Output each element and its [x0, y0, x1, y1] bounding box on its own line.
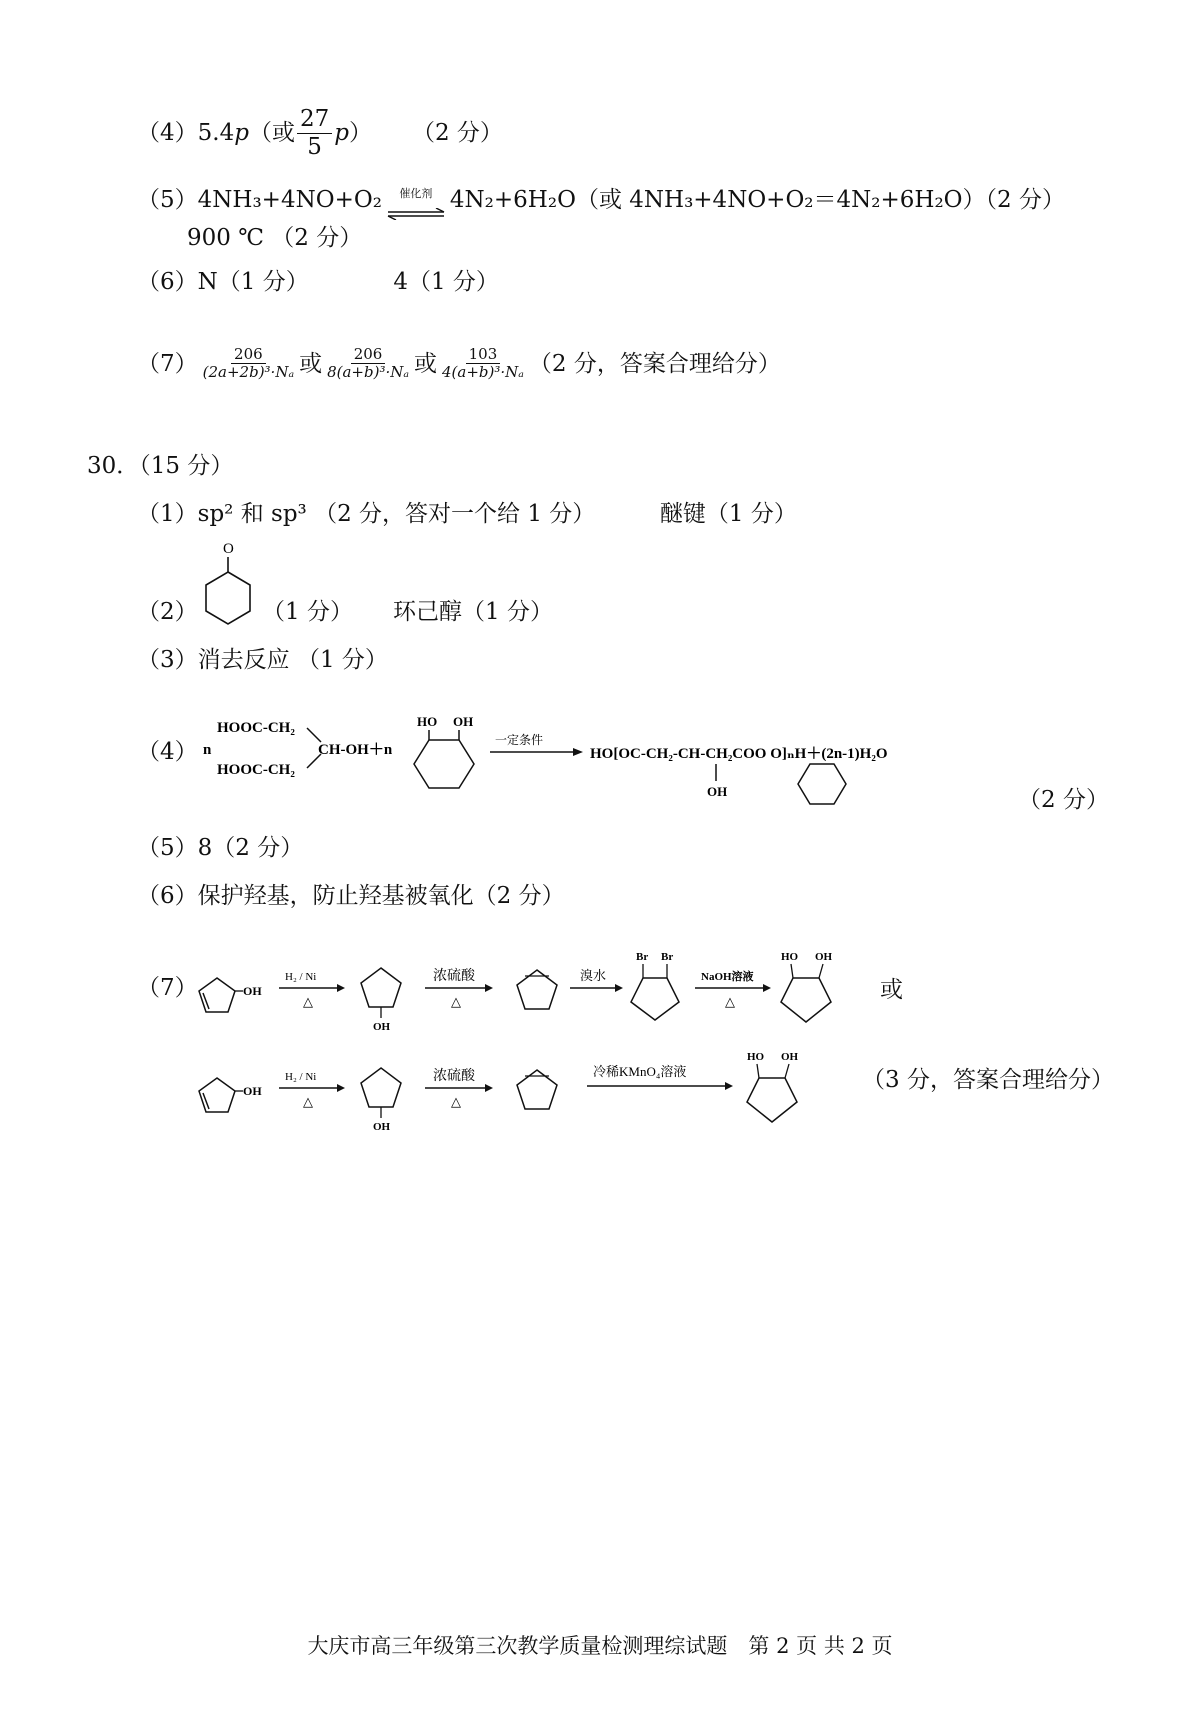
part-number: （4） [137, 120, 198, 146]
equation-right: 4N₂+6H₂O（或 4NH₃+4NO+O₂＝4N₂+6H₂O）（2 分） [449, 187, 1065, 213]
bromine-water-label: 溴水 [580, 968, 607, 983]
answer: 保护羟基，防止羟基被氧化（2 分） [197, 883, 565, 909]
fraction [297, 106, 332, 160]
part-number: （6） [137, 269, 198, 295]
ho-label: HO [781, 951, 799, 963]
fraction-2-den: 8(a+b)³·Nₐ [327, 363, 409, 382]
q30-header: 30．（15 分） [87, 453, 234, 479]
delta-label: △ [725, 994, 735, 1009]
answer: 消去反应 （1 分） [197, 647, 388, 673]
answer-b: 醚键（1 分） [659, 501, 797, 527]
alt-close: ） [348, 120, 372, 146]
q29-part7 [137, 346, 781, 382]
part-number: （1） [137, 501, 198, 527]
fraction-2-num: 206 [351, 346, 386, 364]
alt-open: （或 [248, 120, 295, 146]
br-label: Br [636, 951, 649, 963]
br-label: Br [661, 951, 674, 963]
polycondensation-equation [195, 706, 995, 816]
q30-part1 [137, 500, 797, 528]
part-number: （6） [137, 883, 198, 909]
cyclohexanone-structure [195, 538, 265, 630]
equation-left: 4NH₃+4NO+O₂ [197, 187, 382, 213]
product-oh: OH [707, 784, 728, 799]
delta-label: △ [303, 1094, 313, 1109]
synthesis-route-2 [195, 1040, 835, 1140]
answer-a: N（1 分） [197, 269, 309, 295]
fraction-2 [324, 346, 412, 382]
h2so4-label: 浓硫酸 [433, 969, 475, 984]
q30-part7-score: （3 分，答案合理给分） [862, 1067, 1114, 1093]
part-number: （3） [137, 647, 198, 673]
q30-part4-score: （2 分） [1018, 787, 1109, 813]
part-number: （7） [137, 350, 198, 377]
score: （2 分，答案合理给分） [528, 350, 781, 377]
fraction-3-num: 103 [466, 346, 501, 364]
q30-part3 [137, 646, 388, 674]
fraction-denominator: 5 [307, 133, 322, 160]
diol-oh: OH [453, 714, 474, 729]
part-number: （5） [137, 187, 198, 213]
fraction-1-den: (2a+2b)³·Nₐ [202, 363, 295, 382]
q29-part6 [137, 268, 499, 296]
equilibrium-arrow-icon [386, 208, 446, 220]
synthesis-route-1 [195, 940, 915, 1040]
q29-part5 [137, 180, 1065, 220]
answer-b: 4（1 分） [393, 269, 499, 295]
answer-variable-2: p [334, 120, 349, 146]
answer: 8（2 分） [197, 835, 304, 861]
ch-oh-plus-n: CH-OH＋n [318, 742, 393, 758]
delta-label: △ [451, 994, 461, 1009]
naoh-label: NaOH溶液 [701, 971, 754, 983]
h2-ni-label: H₂ / Ni [285, 971, 317, 983]
product-formula: HO[OC-CH₂-CH-CH₂COO O]ₙH＋(2n-1)H₂O [590, 746, 888, 762]
q30-part2-name: 环己醇（1 分） [393, 599, 553, 625]
reversible-arrow [386, 180, 446, 220]
catalyst-label: 催化剂 [399, 188, 433, 200]
score: （2 分） [411, 120, 503, 146]
q30-part6 [137, 882, 565, 910]
q30-part7-or: 或 [880, 977, 903, 1003]
kmno4-label: 冷稀KMnO₄溶液 [593, 1064, 687, 1079]
q30-part5 [137, 834, 303, 862]
q30-part2-num: （2） [137, 599, 198, 625]
q30-part7-num: （7） [137, 975, 198, 1001]
oh-label: OH [243, 1084, 262, 1098]
q29-part5-line2: 900 ℃ （2 分） [187, 225, 363, 251]
fraction-1-num: 206 [231, 346, 266, 364]
ho-label: HO [747, 1051, 765, 1063]
part-number: （5） [137, 835, 198, 861]
oh-label: OH [373, 1021, 391, 1033]
hooc-ch2-bottom: HOOC-CH₂ [217, 762, 295, 778]
q30-part4-num: （4） [137, 739, 198, 765]
fraction-numerator: 27 [297, 106, 332, 133]
hooc-ch2-top: HOOC-CH₂ [217, 720, 295, 736]
oxygen-atom-label: O [223, 541, 234, 557]
fraction-1 [200, 346, 297, 382]
h2so4-label: 浓硫酸 [433, 1069, 475, 1084]
h2-ni-label: H₂ / Ni [285, 1071, 317, 1083]
or-1: 或 [299, 350, 323, 377]
fraction-3 [439, 346, 527, 382]
delta-label: △ [451, 1094, 461, 1109]
q30-part2-score: （1 分） [262, 599, 353, 625]
page-footer: 大庆市高三年级第三次教学质量检测理综试题 第 2 页 共 2 页 [307, 1634, 893, 1658]
diol-ho: HO [417, 714, 438, 729]
answer-value: 5.4 [197, 120, 235, 146]
oh-label: OH [815, 951, 833, 963]
condition-label: 一定条件 [495, 733, 544, 747]
oh-label: OH [781, 1051, 799, 1063]
answer-variable: p [234, 120, 249, 146]
oh-label: OH [243, 984, 262, 998]
answer-a: sp² 和 sp³ （2 分，答对一个给 1 分） [197, 501, 596, 527]
coef-n: n [203, 742, 212, 758]
or-2: 或 [414, 350, 437, 377]
fraction-3-den: 4(a+b)³·Nₐ [442, 363, 524, 382]
delta-label: △ [303, 994, 313, 1009]
q29-part4 [137, 108, 503, 158]
oh-label: OH [373, 1121, 391, 1133]
